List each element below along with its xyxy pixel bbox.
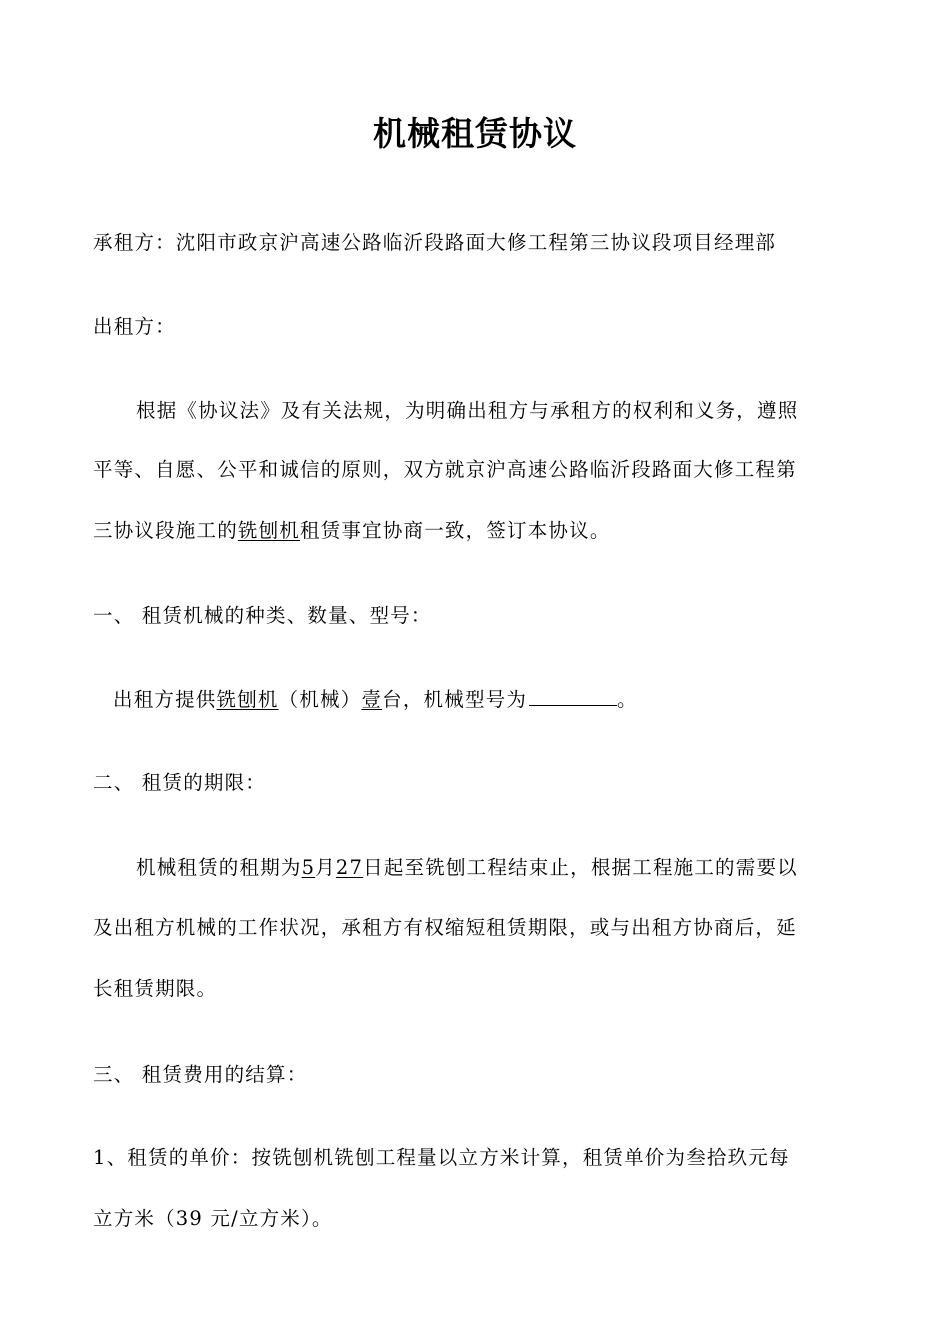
section-1-text (113, 687, 638, 713)
lease-start-month: 5 (301, 856, 316, 879)
lessee-line: 承租方：沈阳市政京沪高速公路临沂段路面大修工程第三协议段项目经理部 (93, 231, 777, 254)
section-2-line-3: 长租赁期限。 (93, 977, 218, 1000)
lease-start-day: 27 (335, 856, 364, 879)
section-2-heading: 二、 租赁的期限： (93, 771, 266, 794)
section-2-line-2: 及出租方机械的工作状况，承租方有权缩短租赁期限，或与出租方协商后，延 (93, 916, 797, 939)
preamble-line-3-suffix: 租赁事宜协商一致，签订本协议。 (300, 519, 611, 542)
section-1-quantity: 壹 (361, 688, 383, 711)
preamble-line-1: 根据《协议法》及有关法规，为明确出租方与承租方的权利和义务，遵照 (136, 399, 799, 422)
month-unit: 月 (315, 856, 336, 879)
model-blank-field[interactable] (529, 687, 617, 706)
preamble-line-3-prefix: 三协议段施工的 (93, 519, 238, 542)
section-2-line-1 (136, 855, 798, 881)
section-1-text-suffix: 台，机械型号为 (382, 688, 528, 711)
section-1-text-prefix: 出租方提供 (113, 688, 217, 711)
section-2-line-1-suffix: 日起至铣刨工程结束止，根据工程施工的需要以 (363, 856, 798, 879)
lessor-line: 出租方： (93, 315, 176, 338)
section-1-text-mid: （机械） (278, 688, 362, 711)
document-title: 机械租赁协议 (373, 114, 577, 153)
machine-type-underlined: 铣刨机 (237, 519, 301, 542)
preamble-line-3 (93, 518, 611, 544)
section-1-end: 。 (617, 688, 638, 711)
section-1-machine: 铣刨机 (216, 688, 279, 711)
section-3-item-1-line-1: 1、租赁的单价：按铣刨机铣刨工程量以立方米计算，租赁单价为叁拾玖元每 (93, 1146, 790, 1169)
section-1-heading: 一、 租赁机械的种类、数量、型号： (93, 604, 432, 627)
section-3-heading: 三、 租赁费用的结算： (93, 1063, 308, 1086)
preamble-line-2: 平等、自愿、公平和诚信的原则，双方就京沪高速公路临沂段路面大修工程第 (93, 458, 797, 481)
section-2-line-1-prefix: 机械租赁的租期为 (136, 856, 302, 879)
section-3-item-1-line-2: 立方米（39 元/立方米）。 (93, 1207, 333, 1230)
